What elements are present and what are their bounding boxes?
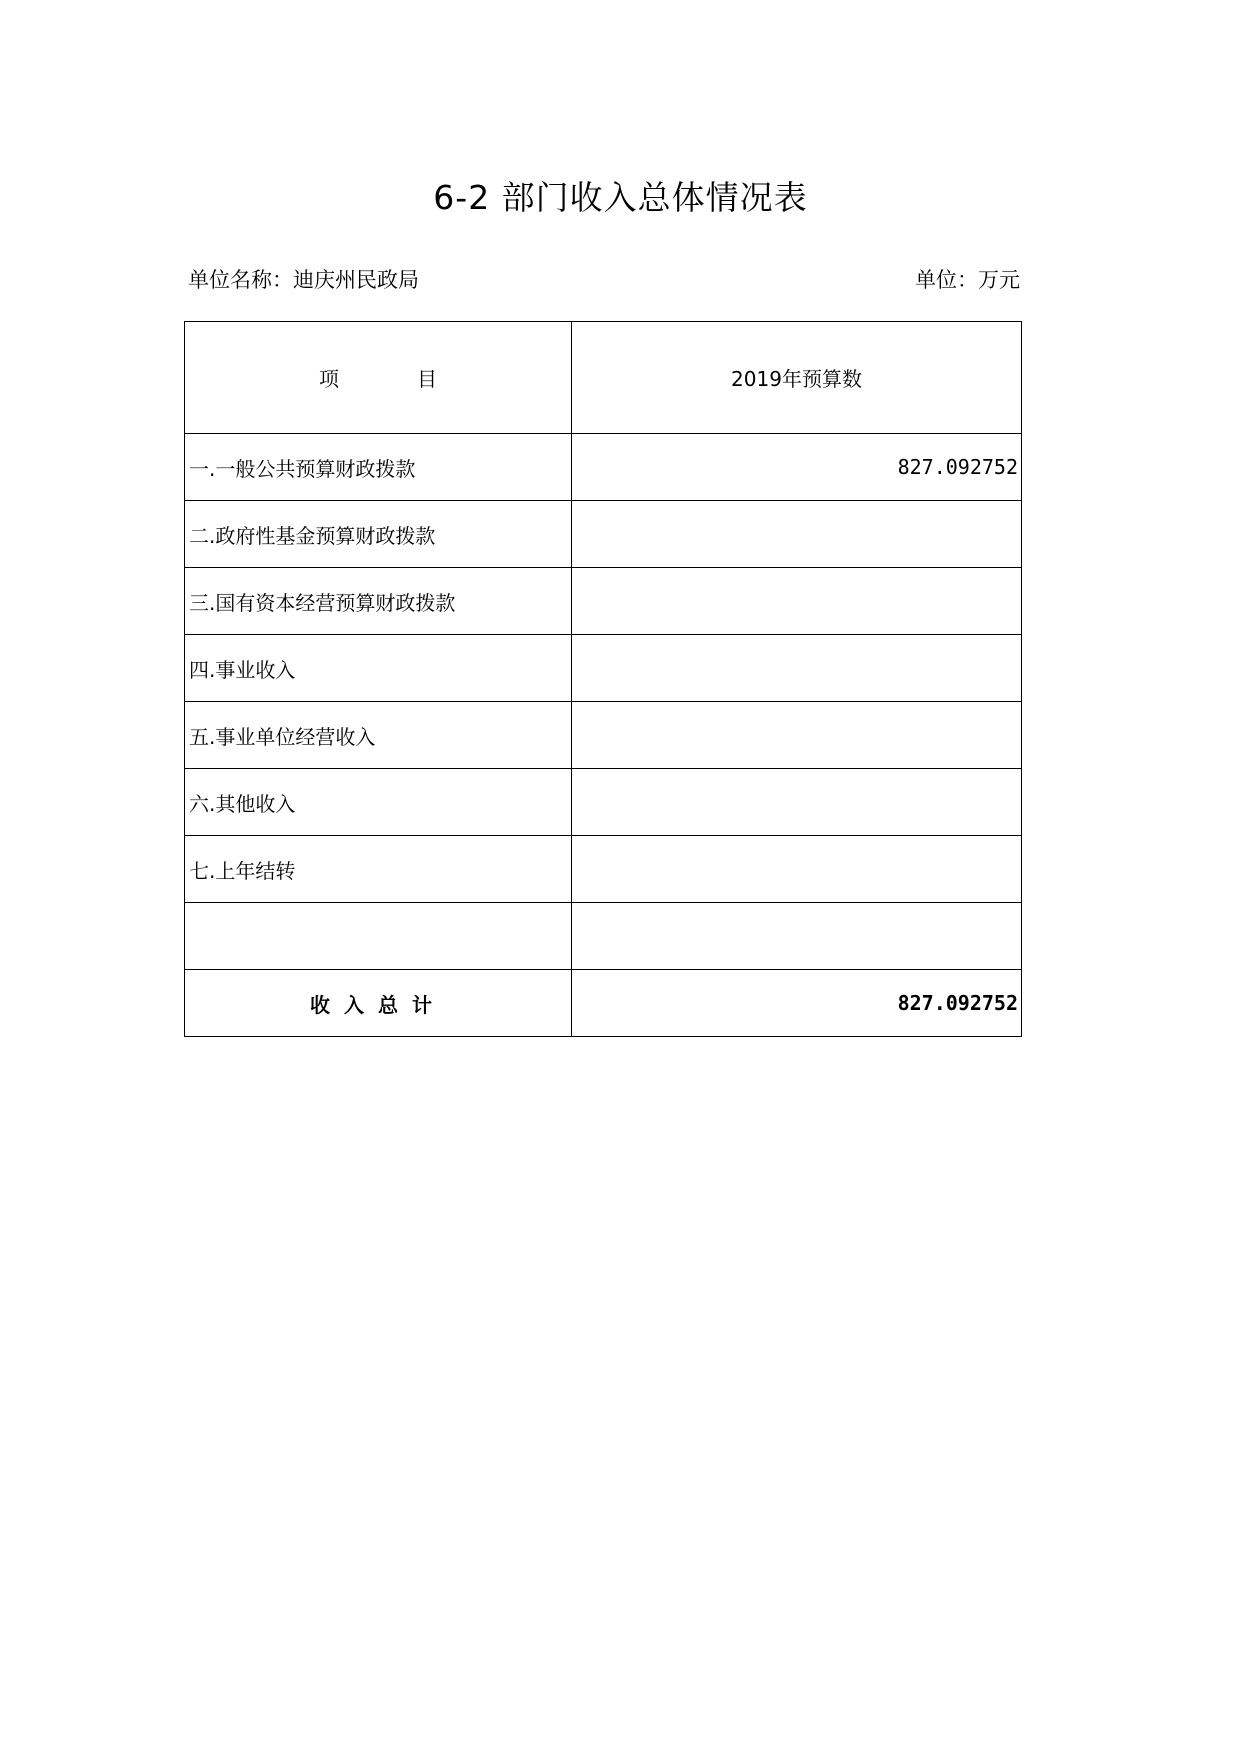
row-label: 二.政府性基金预算财政拨款 <box>185 501 572 568</box>
row-label: 七.上年结转 <box>185 836 572 903</box>
page-title: 6-2 部门收入总体情况表 <box>433 178 808 217</box>
table-row <box>185 568 1022 635</box>
row-label: 三.国有资本经营预算财政拨款 <box>185 568 572 635</box>
header-item-right: 目 <box>417 367 437 391</box>
income-table <box>184 321 1022 1037</box>
header-value: 2019年预算数 <box>572 322 1022 434</box>
row-value <box>572 635 1022 702</box>
table-row <box>185 769 1022 836</box>
table-header-row <box>185 322 1022 434</box>
table-row <box>185 702 1022 769</box>
row-label <box>185 903 572 970</box>
row-label: 一.一般公共预算财政拨款 <box>185 434 572 501</box>
header-item <box>185 322 572 434</box>
total-value: 827.092752 <box>572 970 1022 1037</box>
header-item-left: 项 <box>319 367 339 391</box>
table-row <box>185 434 1022 501</box>
row-value <box>572 568 1022 635</box>
unit-label: 单位：万元 <box>915 268 1020 292</box>
table-row <box>185 635 1022 702</box>
total-label: 收入总计 <box>185 970 572 1037</box>
total-row <box>185 970 1022 1037</box>
table-row <box>185 836 1022 903</box>
row-label: 六.其他收入 <box>185 769 572 836</box>
row-label: 四.事业收入 <box>185 635 572 702</box>
row-label: 五.事业单位经营收入 <box>185 702 572 769</box>
row-value <box>572 501 1022 568</box>
row-value <box>572 836 1022 903</box>
row-value <box>572 702 1022 769</box>
row-value: 827.092752 <box>572 434 1022 501</box>
row-value <box>572 903 1022 970</box>
row-value <box>572 769 1022 836</box>
table-row <box>185 501 1022 568</box>
unit-name: 单位名称：迪庆州民政局 <box>188 268 419 292</box>
table-row <box>185 903 1022 970</box>
